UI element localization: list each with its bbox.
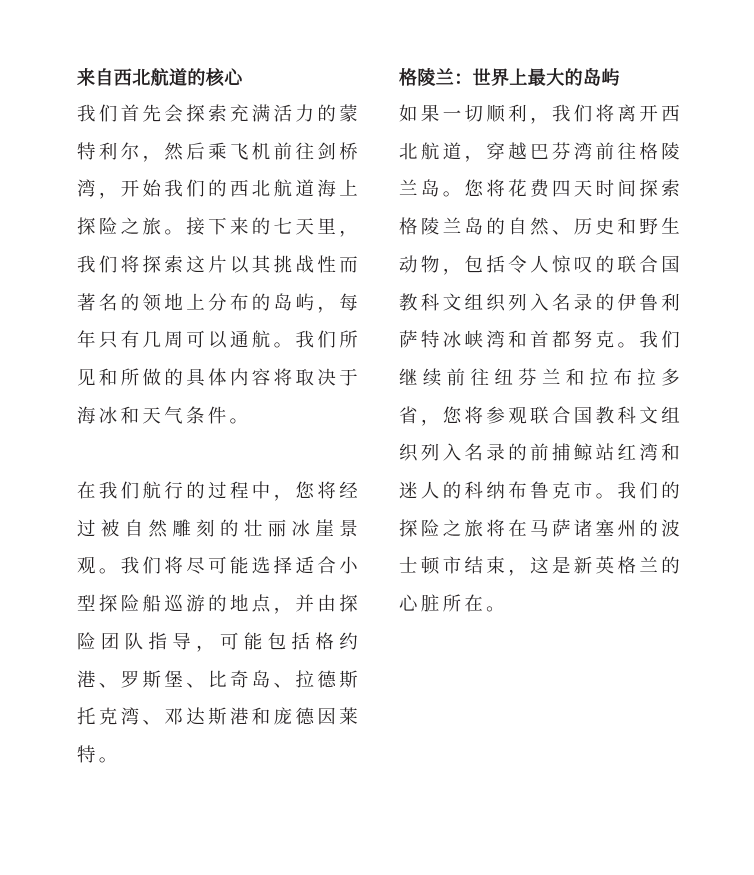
right-column [399, 62, 683, 624]
right-heading: 格陵兰：世界上最大的岛屿 [399, 68, 620, 89]
left-paragraph-1: 我们首先会探索充满活力的蒙特利尔，然后乘飞机前往剑桥湾，开始我们的西北航道海上探险之旅。接下来的七天里，我们将探索这片以其挑战性而著名的领地上分布的岛屿，每年只有几周可以通航。我们所见和所做的具体内容将取决于海冰和天气条件。 [77, 104, 361, 427]
left-paragraph-2: 在我们航行的过程中，您将经过被自然雕刻的壮丽冰崖景观。我们将尽可能选择适合小型探险船巡游的地点，并由探险团队指导，可能包括格约港、罗斯堡、比奇岛、拉德斯托克湾、邓达斯港和庞德因莱特。 [77, 481, 361, 766]
right-paragraph-1: 如果一切顺利，我们将离开西北航道，穿越巴芬湾前往格陵兰岛。您将花费四天时间探索格陵兰岛的自然、历史和野生动物，包括令人惊叹的联合国教科文组织列入名录的伊鲁利萨特冰峡湾和首都努克。我们继续前往纽芬兰和拉布拉多省，您将参观联合国教科文组织列入名录的前捕鲸站红湾和迷人的科纳布鲁克市。我们的探险之旅将在马萨诸塞州的波士顿市结束，这是新英格兰的心脏所在。 [399, 104, 683, 616]
left-column [77, 62, 361, 775]
left-heading: 来自西北航道的核心 [77, 68, 243, 89]
